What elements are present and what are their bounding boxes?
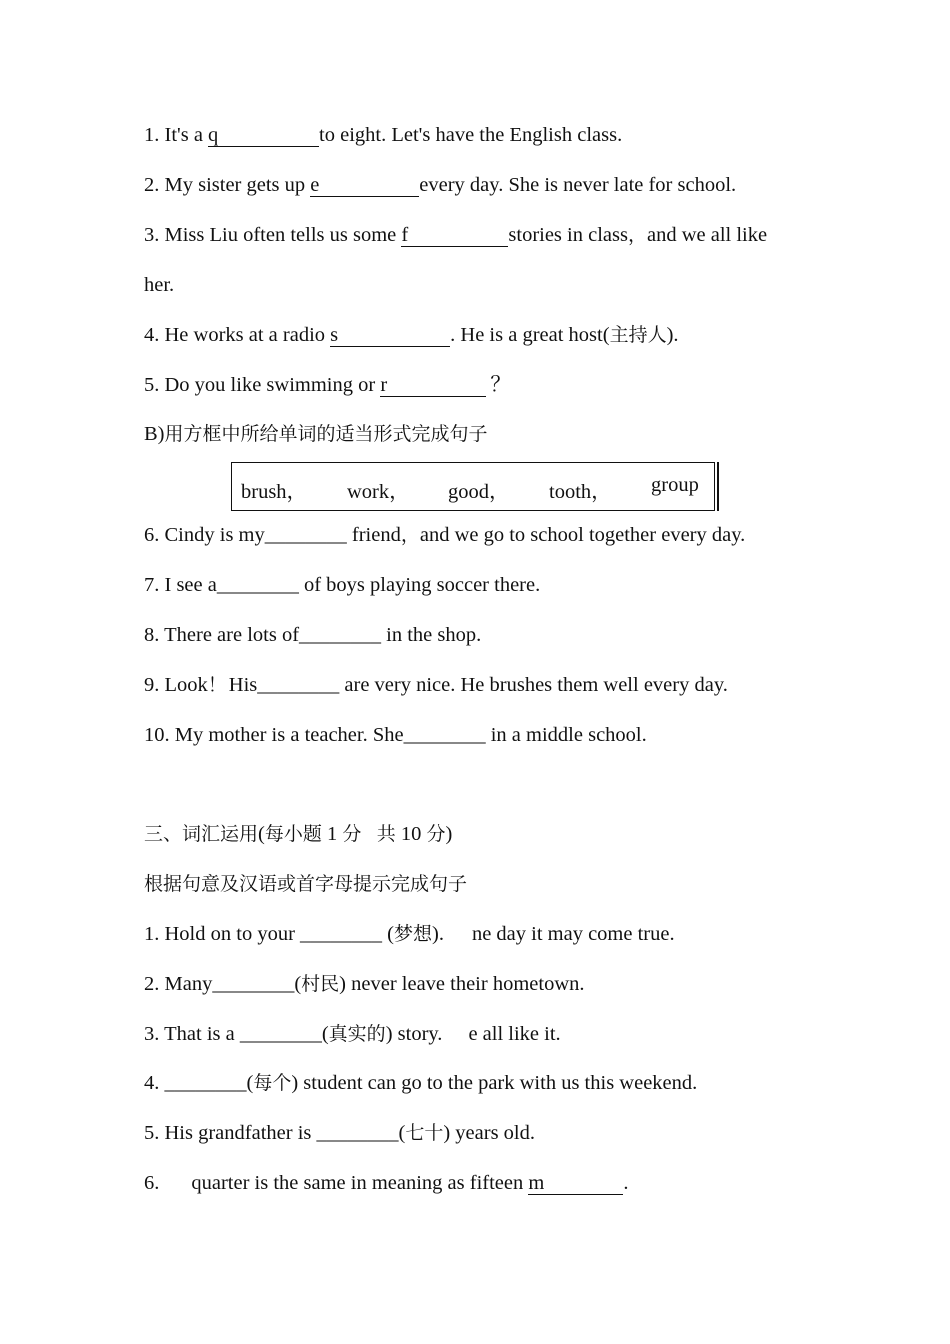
question-c2: 2. Many________(村民) never leave their hometown. <box>144 973 585 995</box>
question-a4: 4. He works at a radio s . He is a great host(主持人). <box>144 324 679 346</box>
question-b6: 6. Cindy is my________ friend，and we go to school together every day. <box>144 524 746 546</box>
question-b9: 9. Look！His________ are very nice. He brushes them well every day. <box>144 674 728 696</box>
answer-blank[interactable]: q <box>208 124 319 147</box>
word-bank-box <box>231 462 715 511</box>
answer-blank[interactable]: ________ <box>403 724 486 746</box>
question-a1: 1. It's a q to eight. Let's have the English class. <box>144 124 623 146</box>
answer-blank[interactable]: ________ <box>164 1072 247 1094</box>
answer-blank[interactable]: ________ <box>239 1023 322 1045</box>
answer-blank[interactable]: ________ <box>264 524 347 546</box>
answer-blank[interactable]: ________ <box>316 1122 399 1144</box>
word-bank-word: tooth， <box>549 481 612 503</box>
question-c3: 3. That is a ________(真实的) story. e all like it. <box>144 1023 561 1045</box>
question-c6: 6. quarter is the same in meaning as fifteen m . <box>144 1172 629 1194</box>
section-3-title: 三、词汇运用(每小题 1 分 共 10 分) <box>144 823 453 845</box>
section-3-instruction: 根据句意及汉语或首字母提示完成句子 <box>144 873 468 895</box>
question-c1: 1. Hold on to your ________ (梦想). ne day it may come true. <box>144 923 675 945</box>
word-bank-word: good， <box>448 481 510 503</box>
question-b8: 8. There are lots of________ in the shop. <box>144 624 482 646</box>
answer-blank[interactable]: e <box>310 174 419 197</box>
question-c5: 5. His grandfather is ________(七十) years old. <box>144 1122 535 1144</box>
question-b7: 7. I see a________ of boys playing soccer there. <box>144 574 541 596</box>
question-c4: 4. ________(每个) student can go to the park with us this weekend. <box>144 1072 698 1094</box>
question-a2: 2. My sister gets up e every day. She is never late for school. <box>144 174 737 196</box>
section-b-heading: B)用方框中所给单词的适当形式完成句子 <box>144 423 488 445</box>
answer-blank[interactable]: r <box>380 374 486 397</box>
question-a5: 5. Do you like swimming or r ？ <box>144 374 511 396</box>
answer-blank[interactable]: ________ <box>216 574 299 596</box>
word-bank-word: group <box>651 474 699 496</box>
answer-blank[interactable]: s <box>330 324 450 347</box>
answer-blank[interactable]: f <box>401 224 508 247</box>
answer-blank[interactable]: ________ <box>257 674 340 696</box>
answer-blank[interactable]: ________ <box>299 624 382 646</box>
word-bank-word: work， <box>347 481 410 503</box>
answer-blank[interactable]: m <box>528 1172 623 1195</box>
answer-blank[interactable]: ________ <box>300 923 383 945</box>
question-b10: 10. My mother is a teacher. She________ in a middle school. <box>144 724 647 746</box>
question-a3-wrap: her. <box>144 274 175 296</box>
question-a3: 3. Miss Liu often tells us some f stories in class，and we all like <box>144 224 768 246</box>
answer-blank[interactable]: ________ <box>212 973 295 995</box>
word-bank-word: brush， <box>241 481 308 503</box>
